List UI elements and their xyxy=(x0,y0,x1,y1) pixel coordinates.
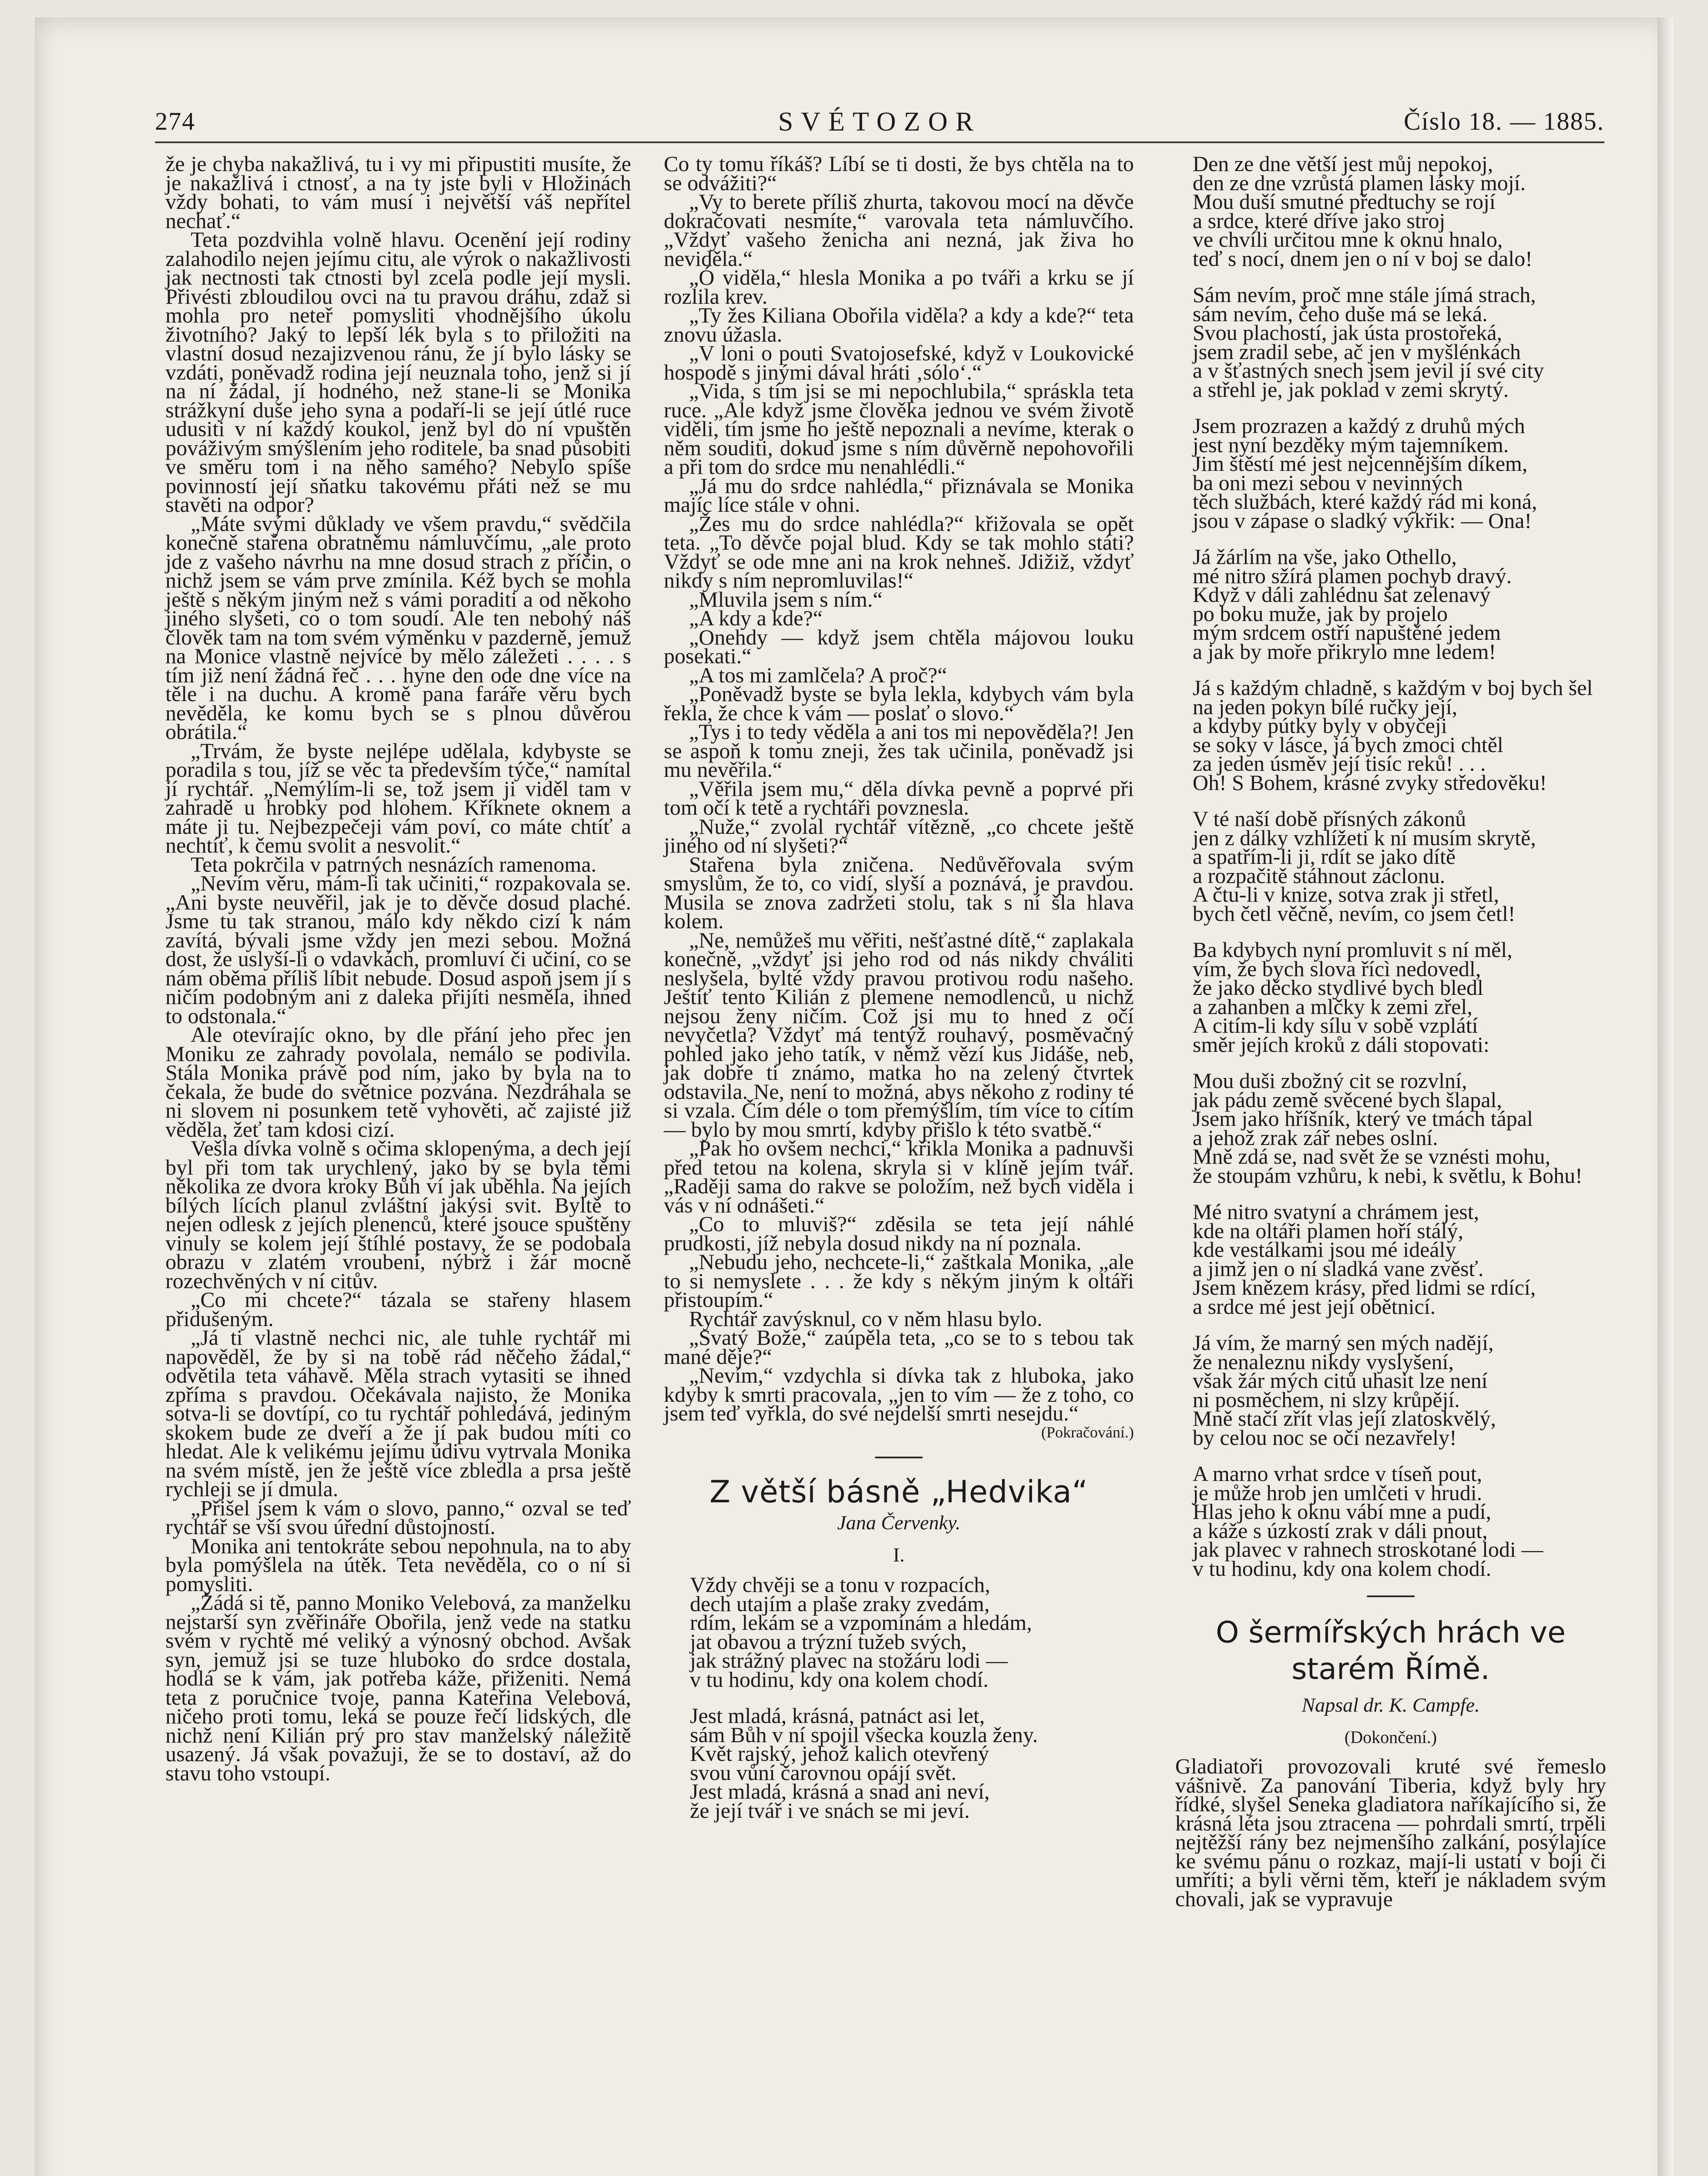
poem-line: Já žárlím na vše, jako Othello, xyxy=(1193,544,1457,569)
paragraph: „Máte svými důklady ve všem pravdu,“ svědčila konečně stařena obratněmu námluvčímu, „ale proto jde z vašeho návrhu na mne dosud strach z příčin, o nichž jsem se vám prve zmínila. Kéž bych se mohla ještě s někým jiným než s vámi poraditi a od někoho jiného slyšeti, co o tom soudí. Ale ten nebohý náš člověk tam na tom svém výměnku v pazderně, jemuž na Monice vlastně nejvíce by mělo záležeti . . . . s tím již není žádná řeč . . . hyne den ode dne více na těle i na duchu. A kromě pana faráře věru bych nevěděla, ke komu bych se s plnou důvěrou obrátila.“ xyxy=(165,511,631,744)
poem-line: Mou duší smutné předtuchy se rojí xyxy=(1193,189,1496,214)
poem-line: den ze dne vzrůstá plamen lásky mojí. xyxy=(1193,170,1526,195)
paragraph: Rychtář zavýsknul, co v něm hlasu bylo. xyxy=(689,1306,1042,1331)
poem-line: a zahanben a mlčky k zemi zřel, xyxy=(1193,994,1473,1019)
paragraph: „Ó viděla,“ hlesla Monika a po tváři a krku se jí rozlila krev. xyxy=(664,265,1134,309)
page-number: 274 xyxy=(155,107,195,135)
paragraph: „Co mi chcete?“ tázala se stařeny hlasem přidušeným. xyxy=(165,1287,631,1331)
poem-line: jak plavec v rahnech stroskotané lodi — xyxy=(1193,1537,1543,1561)
poem-line: Jsem jako hříšník, který ve tmách tápal xyxy=(1193,1106,1533,1131)
poem-line: a kdyby pútky byly v obyčeji xyxy=(1193,713,1447,738)
issue-info: Číslo 18. — 1885. xyxy=(1404,107,1604,135)
poem-line: a střehl je, jak poklad v zemi skrytý. xyxy=(1193,377,1509,402)
poem-stanza xyxy=(690,1572,1134,1692)
section-divider xyxy=(1367,1595,1415,1597)
poem-stanza xyxy=(1193,1199,1606,1319)
paragraph: že je chyba nakažlivá, tu i vy mi připustiti musíte, že je nakažlivá i ctnosť, a na ty jste byli v Hložinách vždy bohati, to vám musí i největší váš nepřítel nechať.“ xyxy=(165,151,631,233)
paragraph: „Poněvadž byste se byla lekla, kdybych vám byla řekla, že chce k vám — poslať o slovo.“ xyxy=(664,682,1134,725)
poem-line: svou vůní čarovnou opájí svět. xyxy=(690,1760,957,1785)
poem-line: Ba kdybych nyní promluvit s ní měl, xyxy=(1193,937,1513,962)
poem-line: kde vestálkami jsou mé ideály xyxy=(1193,1237,1456,1262)
continuation-note: (Pokračování.) xyxy=(1041,1423,1134,1441)
header-rule xyxy=(155,141,1604,143)
poem-stanza xyxy=(1193,937,1606,1057)
poem-line: jak pádu země svěcené bych šlapal, xyxy=(1193,1087,1502,1112)
poem-stanza xyxy=(690,1703,1134,1823)
poem-line: A marno vrhat srdce v tíseň pout, xyxy=(1193,1461,1483,1486)
paragraph: „A tos mi zamlčela? A proč?“ xyxy=(689,662,947,687)
poem-stanza xyxy=(1193,544,1606,664)
poem-stanza xyxy=(1193,1068,1606,1188)
poem-line: mé nitro sžírá plamen pochyb dravý. xyxy=(1193,563,1512,588)
poem-line: že nenaleznu nikdy vyslyšení, xyxy=(1193,1349,1454,1374)
poem-stanza xyxy=(1193,1461,1606,1581)
poem-line: V té naší době přísných zákonů xyxy=(1193,806,1466,831)
poem-line: těch službách, které každý rád mi koná, xyxy=(1193,489,1537,514)
poem-author: Jana Červenky. xyxy=(837,1511,961,1534)
poem-stanza xyxy=(1193,675,1606,795)
poem-stanza xyxy=(1193,413,1606,533)
poem-line: a jehož zrak zář nebes oslní. xyxy=(1193,1125,1438,1150)
poem-line: a srdce, které dříve jako stroj xyxy=(1193,208,1446,233)
paragraph: Ale otevírajíc okno, by dle přání jeho přec jen Moniku ze zahrady povolala, nemálo se podivila. Stála Monika právě pod ním, jako by byla na to čekala, že bude do světnice pozvána. Nezdráhala se ni slovem ni posunkem tetě vyhověti, ač zajisté již věděla, žeť tam kdosi cizí. xyxy=(165,1022,631,1142)
poem-line: Jsem prozrazen a každý z druhů mých xyxy=(1193,413,1525,438)
paragraph: „Nuže,“ zvolal rychtář vítězně, „co chcete ještě jiného od ní slyšeti?“ xyxy=(664,814,1134,857)
poem-line: a rozpačitě stáhnout záclonu. xyxy=(1193,863,1446,888)
paragraph: „Pak ho ovšem nechci,“ křikla Monika a padnuvši před tetou na kolena, skryla si v klíně jejím tvář. „Raději sama do rakve se položím, než bych viděla i vás v ní odnášeti.“ xyxy=(664,1136,1134,1217)
poem-line: Já s každým chladně, s každým v boj bych šel xyxy=(1193,675,1593,700)
article-paragraph: Gladiatoři provozovali kruté své řemeslo vášnivě. Za panování Tiberia, když byly hry řídké, slyšel Seneka gladiatora naříkajícího si, že krásná léta jsou ztracena — pohrdali smrtí, trpěli nejtěžší rány bez nejmenšího zalkání, posýlajíce ke svému pánu o rozkaz, mají-li ustati v boji či umříti; a byli věrni těm, kteří je nákladem svým chovali, jak se vypravuje xyxy=(1175,1754,1606,1911)
poem-line: Vždy chvěji se a tonu v rozpacích, xyxy=(690,1572,991,1597)
paragraph: „Věřila jsem mu,“ děla dívka pevně a poprvé při tom očí k tetě a rychtáři povznesla. xyxy=(664,776,1134,819)
paragraph: „Nevím věru, mám-li tak učiniti,“ rozpakovala se. „Ani byste neuvěřil, jak je to děvče dosud plaché. Jsme tu tak stranou, málo kdy někdo cizí k nám zavítá, bývali jsme vždy jen mezi sebou. Možná dost, že uslyší-li o vdavkách, promluví či učiní, co se nám oběma příliš líbit nebude. Dosud aspoň jsem jí s ničím podobným ani z daleka přijíti nesměla, ihned to odstonala.“ xyxy=(165,871,631,1028)
poem-line: v tu hodinu, kdy ona kolem chodí. xyxy=(690,1667,989,1692)
article-author: Napsal dr. K. Campfe. xyxy=(1301,1694,1480,1716)
poem-line: Když v dáli zahlédnu šat zelenavý xyxy=(1193,582,1491,607)
poem-line: je může hrob jen umlčeti v hrudi. xyxy=(1193,1480,1483,1505)
poem-line: teď s nocí, dnem jen o ní v boj se dalo! xyxy=(1193,246,1533,271)
poem-line: v tu hodinu, kdy ona kolem chodí. xyxy=(1193,1556,1492,1581)
poem-line: po boku muže, jak by projelo xyxy=(1193,601,1448,626)
poem-line: ni posměchem, ni slzy krůpějí. xyxy=(1193,1387,1460,1412)
poem-line: na jeden pokyn bílé ručky její, xyxy=(1193,694,1458,719)
paragraph: „Ty žes Kiliana Obořila viděla? a kdy a kde?“ teta znovu úžasla. xyxy=(664,303,1134,346)
poem-line: že stoupám vzhůru, k nebi, k světlu, k Bohu! xyxy=(1193,1163,1583,1188)
poem-line: jat obavou a trýzní tužeb svých, xyxy=(690,1629,967,1654)
poem-line: Den ze dne větší jest můj nepokoj, xyxy=(1193,151,1493,176)
poem-line: Mně stačí zřít vlas její zlatoskvělý, xyxy=(1193,1406,1496,1431)
poem-line: však žár mých citů uhasit lze není xyxy=(1193,1368,1488,1393)
paragraph: „Nevím,“ vzdychla si dívka tak z hluboka, jako kdyby k smrti pracovala, „jen to vím — že z toho, co jsem teď vyřkla, do své nejdelší smrti nesejdu.“ xyxy=(664,1363,1134,1425)
poem-line: Svou plachostí, jak ústa prostořeká, xyxy=(1193,320,1502,345)
paragraph: „Vy to berete příliš zhurta, takovou mocí na děvče dokračovati nesmíte,“ varovala teta námluvčího. „Vždyť vašeho ženicha ani nezná, jak živa ho neviděla.“ xyxy=(664,189,1134,271)
poem-line: že její tvář i ve snách se mi jeví. xyxy=(690,1798,970,1823)
poem-line: jen z dálky vzhlížeti k ní musím skrytě, xyxy=(1193,825,1536,850)
poem-line: jsem zradil sebe, ač jen v myšlénkách xyxy=(1193,339,1521,364)
poem-line: a jimž jen o ní sladká vane zvěsť. xyxy=(1193,1256,1484,1281)
poem-line: ve chvíli určitou mne k oknu hnalo, xyxy=(1193,227,1503,252)
poem-line: A citím-li kdy sílu v sobě vzplátí xyxy=(1193,1013,1478,1038)
poem-line: rdím, lekám se a vzpomínám a hledám, xyxy=(690,1610,1032,1635)
poem-line: bych četl věčně, nevím, co jsem četl! xyxy=(1193,901,1516,926)
paragraph: „Nebudu jeho, nechcete-li,“ zaštkala Monika, „ale to si nemyslete . . . že kdy s někým jiným k oltáři přistoupím.“ xyxy=(664,1249,1134,1312)
poem-stanza xyxy=(1193,806,1606,926)
poem-line: mým srdcem ostří napuštěné jedem xyxy=(1193,620,1501,645)
poem-line: Květ rajský, jehož kalich otevřený xyxy=(690,1741,989,1766)
paragraph: „A kdy a kde?“ xyxy=(689,606,823,630)
poem-line: Oh! S Bohem, krásné zvyky středověku! xyxy=(1193,770,1547,795)
poem-line: Jsem knězem krásy, před lidmi se rdící, xyxy=(1193,1275,1536,1300)
column-2 xyxy=(664,151,1134,1837)
poem-line: a káže s úzkostí zrak v dáli pnout, xyxy=(1193,1518,1488,1543)
paragraph: „Co to mluviš?“ zděsila se teta její náhlé prudkosti, jíž nebyla dosud nikdy na ní poznala. xyxy=(664,1212,1134,1255)
column-3 xyxy=(1175,151,1606,1911)
poem-stanza xyxy=(1193,151,1606,271)
poem-section-number: I. xyxy=(893,1543,905,1566)
poem-line: a v šťastných snech jsem jevil jí své city xyxy=(1193,358,1544,383)
poem-line: sám Bůh v ní spojil všecka kouzla ženy. xyxy=(690,1722,1038,1747)
paragraph: „Já ti vlastně nechci nic, ale tuhle rychtář mi napověděl, že by si na tobě rád něčeho žádal,“ odvětila teta váhavě. Měla strach vytasiti se ihned zpříma s pravdou. Očekávala najisto, že Monika sotva-li se dovtípí, co tu rychtář pohledává, jediným skokem bude ze dveří a že jí pak budou míti co hledat. Ale k velikému jejímu údivu vytrvala Monika na svém místě, jen že ještě více zbledla a prsa ještě rychleji se jí dmula. xyxy=(165,1325,631,1501)
poem-line: dech utajím a plaše zraky zvedám, xyxy=(690,1591,990,1616)
poem-line: Mé nitro svatyní a chrámem jest, xyxy=(1193,1199,1479,1224)
poem-line: Jest mladá, krásná, patnáct asi let, xyxy=(690,1703,985,1728)
paragraph: „Žes mu do srdce nahlédla?“ křižovala se opět teta. „To děvče pojal blud. Kdy se tak mohlo státi? Vždyť se ode mne ani na krok nehneš. Jdižiž, vždyť nikdy s ním nepromluvilas!“ xyxy=(664,511,1134,592)
paragraph: Stařena byla zničena. Nedůvěřovala svým smyslům, že to, co vidí, slyší a poznává, je pravdou. Musila se znova zadržeti stolu, tak s ní šla hlava kolem. xyxy=(664,852,1134,933)
poem-line: jest nyní bezděky mým tajemníkem. xyxy=(1193,432,1509,457)
poem-line: by celou noc se oči nezavřely! xyxy=(1193,1425,1457,1450)
poem-line: za jeden úsměv její tisíc reků! . . . xyxy=(1193,751,1486,776)
paragraph: „Já mu do srdce nahlédla,“ přiznávala se Monika majíc líce stále v ohni. xyxy=(664,473,1134,517)
paragraph: „Vida, s tím jsi se mi nepochlubila,“ spráskla teta ruce. „Ale když jsme člověka jednou ve svém životě viděli, tím jsme ho ještě nepoznali a nevíme, kterak o něm souditi, dokud jsme s ním důvěrně nepohovořili a při tom do srdce mu nenahlédli.“ xyxy=(664,379,1134,479)
page-edge xyxy=(1658,17,1673,2176)
paragraph: Teta pozdvihla volně hlavu. Ocenění její rodiny zalahodilo nejen jejímu citu, ale výrok o nakažlivosti jak nectnosti tak ctnosti byl zcela podle její mysli. Přivésti zbloudilou ovci na tu pravou dráhu, zdaž si mohla pro neteř pomysliti vhodnějšího úkolu životního? Jaký to lepší lék byla s to přiložiti na vlastní dosud nezajizvenou ránu, že jí bylo lásky se vzdáti, poněvadž rodina její neuznala toho, jenž si jí na ní žádal, jí hodného, než stane-li se Monika strážkyní duše jeho syna a podaří-li se její útlé ruce udusiti v ní každý koukol, jenž byl do ní vpuštěn pováživým smýšlením jeho roditele, ba snad působiti ve směru tom i na něho samého? Nebylo spíše povinností její sňatku takovému přáti než se mu stavěti na odpor? xyxy=(165,227,631,517)
poem-line: sám nevím, čeho duše má se leká. xyxy=(1193,301,1488,326)
paragraph: „Ne, nemůžeš mu věřiti, nešťastné dítě,“ zaplakala konečně, „vždyť jsi jeho rod od nás nikdy chváliti neslyšela, bylté vždy pravou protivou rodu našeho. Ještiť tento Kilián z plemene nemodlenců, u nichž nejsou ženy ničím. Což jsi mu to hned z očí nevyčetla? Vždyť má tentýž rouhavý, posměvačný pohled jako jeho tatík, v němž vězí kus Jidáše, neb, jak dobře ti známo, matka ho na zelený čtvrtek odstavila. Ne, není to možná, abys někoho z rodiny té si vzala. Čím déle o tom přemýšlím, tím více to cítím — bylo by mou smrtí, kdyby přišlo k této svatbě.“ xyxy=(664,927,1134,1142)
section-divider xyxy=(875,1457,923,1458)
paragraph: „Tys i to tedy věděla a ani tos mi nepověděla?! Jen se aspoň k tomu zneji, žes tak učinila, poněvadž jsi mu nevěřila.“ xyxy=(664,719,1134,782)
article-title: O šermířských hrách ve starém Římě. xyxy=(1216,1615,1566,1686)
poem-line: vím, že bych slova řícì nedovedl, xyxy=(1193,956,1481,981)
poem-line: Sám nevím, proč mne stále jímá strach, xyxy=(1193,282,1536,307)
paragraph: „Mluvila jsem s ním.“ xyxy=(689,587,883,611)
article-continued-note: (Dokončení.) xyxy=(1344,1727,1437,1747)
poem-line: ba oni mezi sebou v nevinných xyxy=(1193,470,1463,495)
paragraph: „V loni o pouti Svatojosefské, když v Loukovické hospodě s jinými dával hráti ‚sólo‘.“ xyxy=(664,341,1134,384)
paragraph: „Trvám, že byste nejlépe udělala, kdybyste se poradila s tou, jíž se věc ta především týče,“ namítal jí rychtář. „Nemýlím-li se, tož jsem ji viděl tam v zahradě u hrobky pod hlohem. Kříknete oknem a máte ji tu. Nejbezpečeji vám poví, co máte chtíť a nechtíť, k čemu svolit a nesvolit.“ xyxy=(165,738,631,857)
poem-line: Jim štěstí mé jest nejcennějším díkem, xyxy=(1193,451,1528,476)
poem-stanza xyxy=(1193,282,1606,402)
paragraph: „Žádá si tě, panno Moniko Velebová, za manželku nejstarší syn zvěřináře Obořila, jenž vede na statku svém v rychtě mé veliký a výnosný obchod. Avšak syn, jemuž jsi se tuze hluboko do srdce dostala, hodlá se k vám, jak potřeba káže, přiženiti. Nemá teta z poručnice tvoje, panna Kateřina Velebová, ničeho proti tomu, leká se pouze řečí lidských, dle nichž není Kilián prý pro stav manželský náležitě usazený. Já však považuji, že se to dostaví, až do stavu toho vstoupí. xyxy=(165,1590,631,1785)
poem-line: Hlas jeho k oknu vábí mne a pudí, xyxy=(1193,1499,1491,1524)
column-1 xyxy=(165,151,631,1785)
poem-line: a spatřím-li ji, rdít se jako dítě xyxy=(1193,844,1456,869)
poem-line: jak strážný plavec na stožáru lodi — xyxy=(690,1648,1008,1672)
paragraph: „Svatý Bože,“ zaúpěla teta, „co se to s tebou tak mané děje?“ xyxy=(664,1325,1134,1369)
poem-line: a jak by moře přikrylo mne ledem! xyxy=(1193,639,1496,664)
paragraph: „Onehdy — když jsem chtěla májovou louku posekati.“ xyxy=(664,625,1134,668)
running-header xyxy=(155,94,1604,141)
poem-line: směr jejích kroků z dáli stopovati: xyxy=(1193,1032,1489,1057)
paragraph: Co ty tomu říkáš? Líbí se ti dosti, že bys chtěla na to se odvážiti?“ xyxy=(664,151,1134,195)
poem-line: že jako děcko stydlivé bych bledl xyxy=(1193,975,1483,1000)
poem-line: Mou duši zbožný cit se rozvlní, xyxy=(1193,1068,1467,1093)
poem-line: A čtu-li v knize, sotva zrak ji střetl, xyxy=(1193,882,1499,907)
masthead: SVÉTOZOR xyxy=(778,107,982,137)
poem-title: Z větší básně „Hedvika“ xyxy=(709,1474,1089,1510)
paragraph: „Přišel jsem k vám o slovo, panno,“ ozval se teď rychtář se vší svou úřední důstojností. xyxy=(165,1495,631,1539)
paragraph: Monika ani tentokráte sebou nepohnula, na to aby byla pomýšlela na útěk. Teta nevěděla, co o ní si pomysliti. xyxy=(165,1533,631,1596)
paragraph: Teta pokrčila v patrných nesnázích ramenoma. xyxy=(191,852,597,876)
poem-stanza xyxy=(1193,1330,1606,1450)
poem-line: kde na oltáři plamen hoří stálý, xyxy=(1193,1218,1464,1243)
poem-line: jsou v zápase o sladký výkřik: — Ona! xyxy=(1193,508,1532,533)
poem-line: Já vím, že marný sen mých nadějí, xyxy=(1193,1330,1494,1355)
poem-line: a srdce mé jest její obětnicí. xyxy=(1193,1294,1436,1319)
paragraph: Vešla dívka volně s očima sklopenýma, a dech její byl při tom tak urychlený, jako by se byla těmi několika ze dvora kroky Bůh ví jak uběhla. Na jejích bílých lících planul zvláštní jakýsi svit. Byltě to nejen odlesk z jejích plenenců, které jsouce spuštěny vinuly se kolem její štíhlé postavy, že se podobala obrazu v zlatém vroubení, nýbrž i žár mocně rozechvěných v ní citův. xyxy=(165,1136,631,1293)
poem-line: Jest mladá, krásná a snad ani neví, xyxy=(690,1779,990,1803)
poem-line: Mně zdá se, nad svět že se vznésti mohu, xyxy=(1193,1144,1550,1169)
poem-line: se soky v lásce, já bych zmoci chtěl xyxy=(1193,732,1503,757)
